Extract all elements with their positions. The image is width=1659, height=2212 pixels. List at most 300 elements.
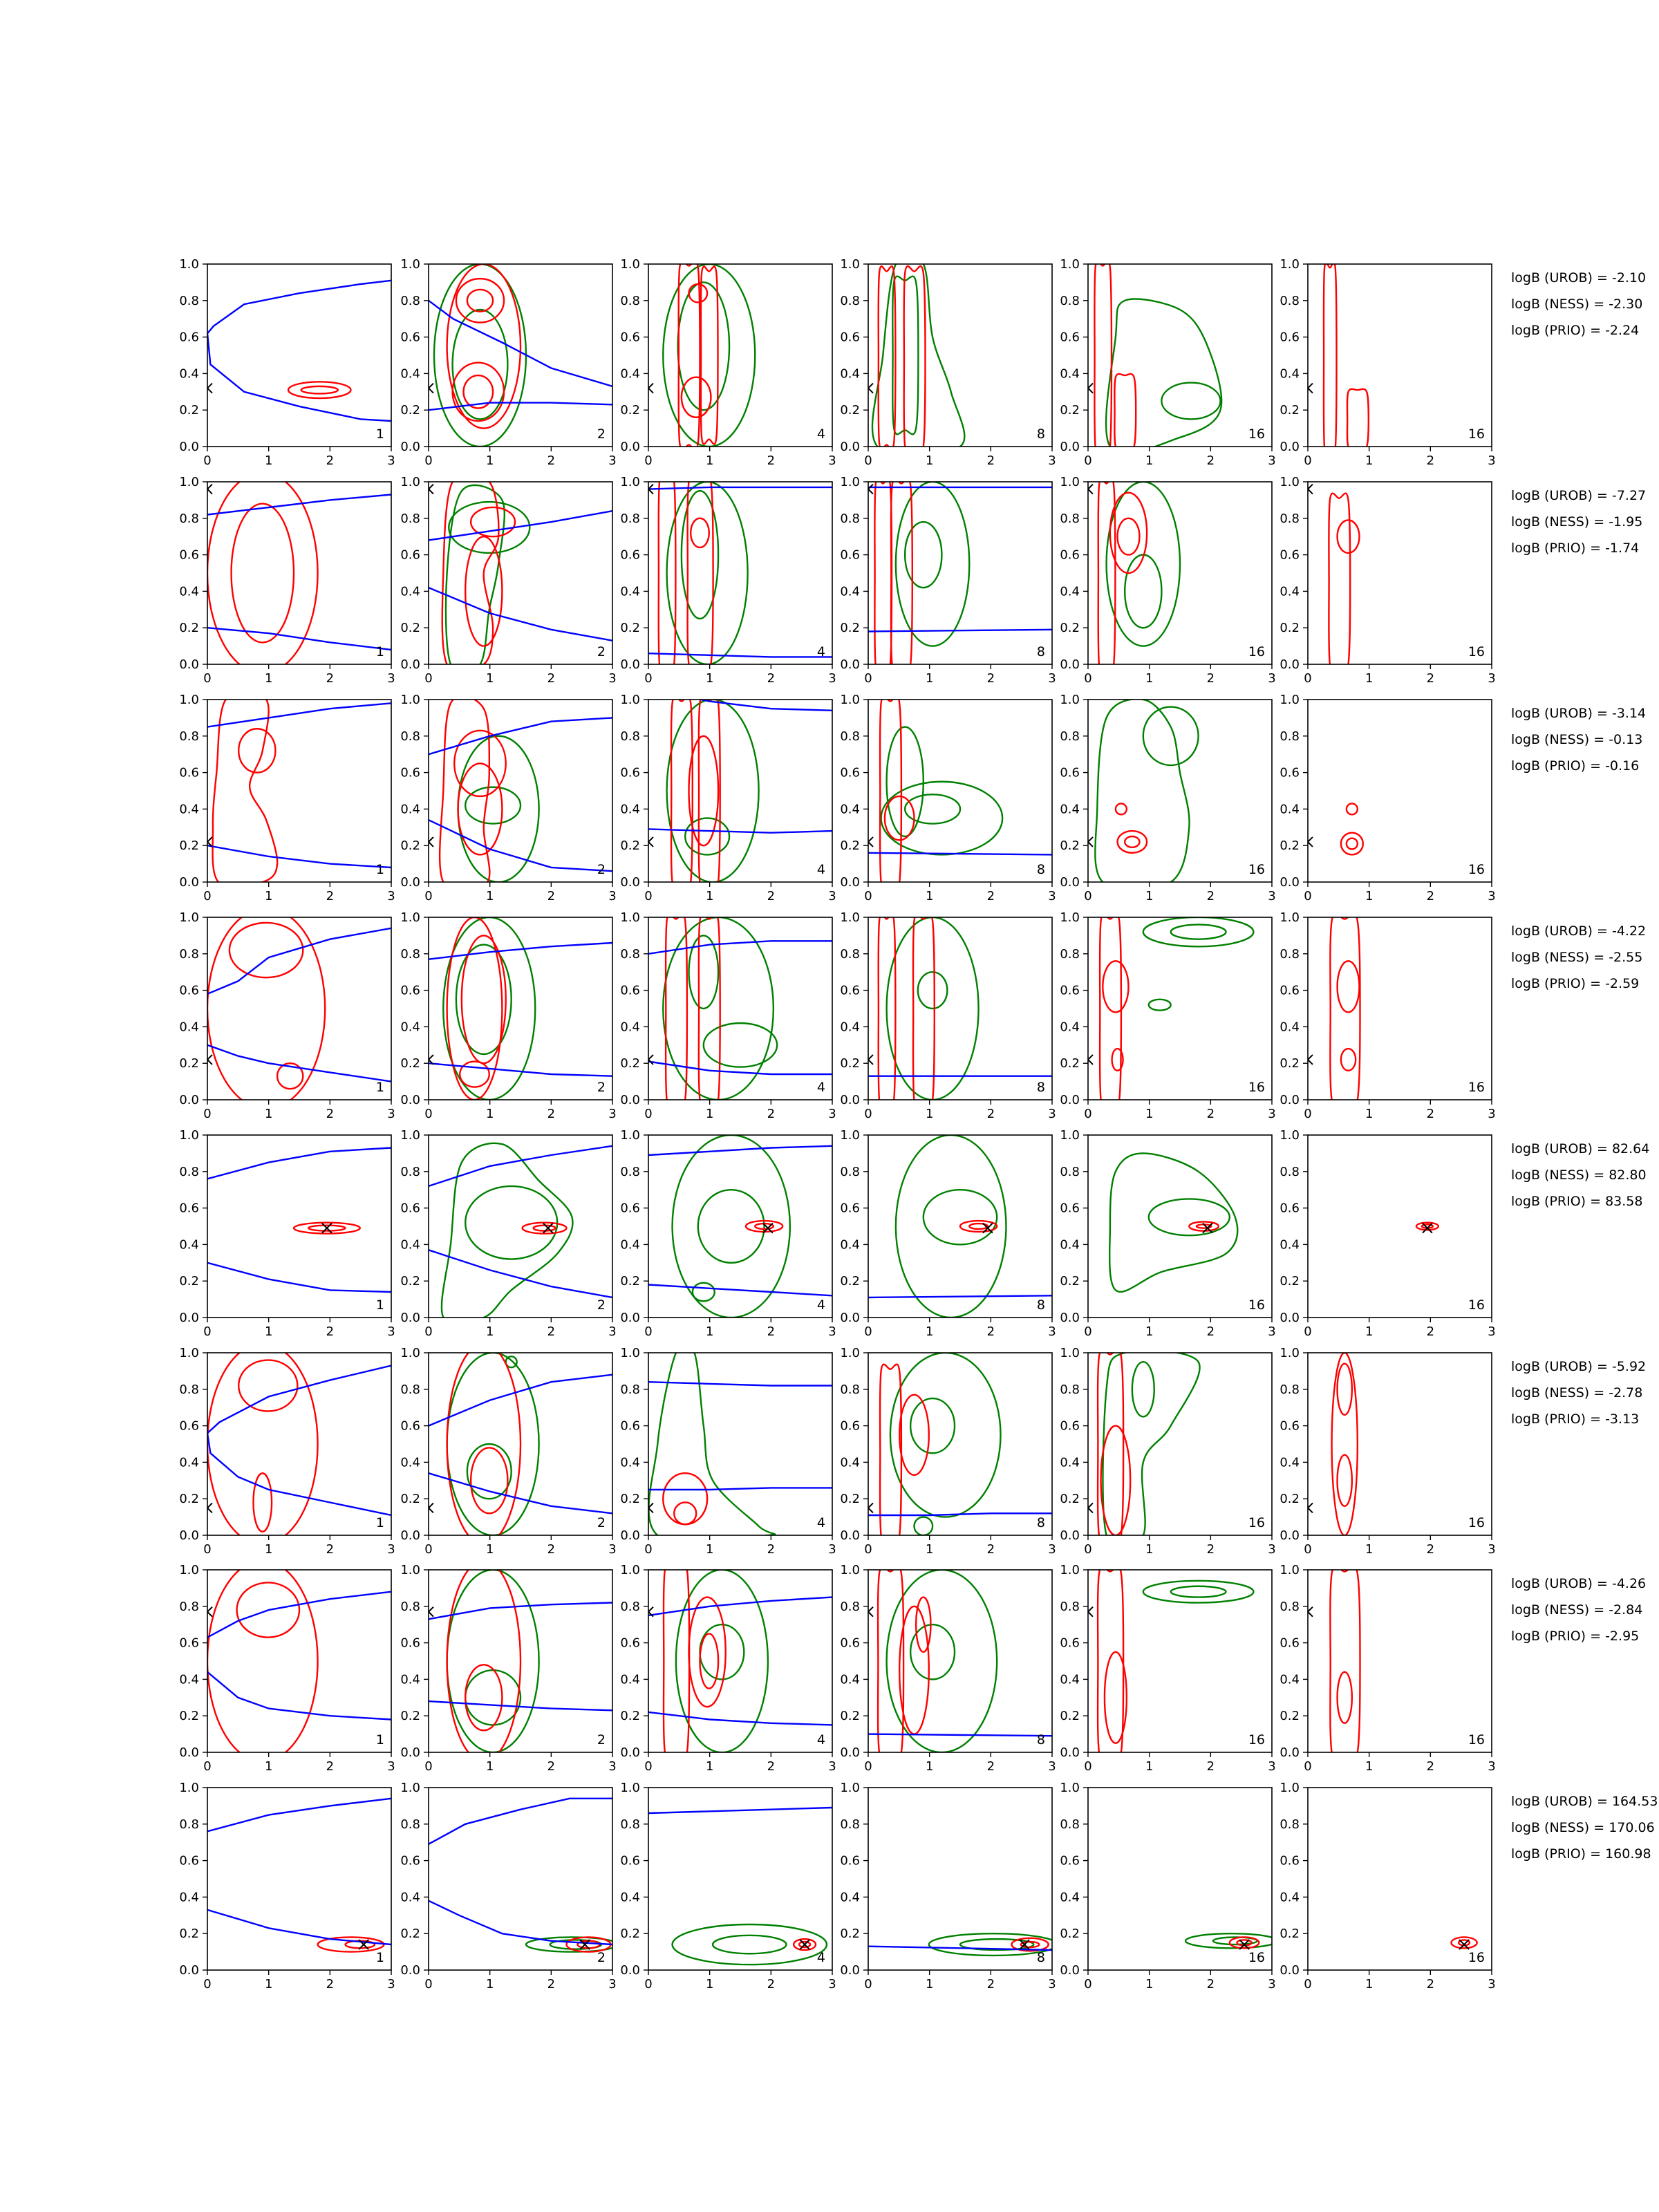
- panel-r3-c4: [840, 693, 1056, 903]
- x-tick-label: 0: [1304, 1977, 1312, 1991]
- panel-r3-c2: [400, 693, 616, 903]
- x-tick-label: 0: [1304, 1324, 1312, 1339]
- red-contour: [460, 1062, 489, 1087]
- bound-line: [648, 1808, 832, 1813]
- x-tick-label: 0: [864, 453, 872, 468]
- red-contour: [1101, 1426, 1131, 1535]
- logb-annotation: logB (NESS) = -2.30: [1511, 297, 1643, 312]
- y-tick-label: 0.6: [620, 1853, 640, 1868]
- x-tick-label: 0: [864, 1107, 872, 1121]
- y-tick-label: 0.4: [400, 1237, 420, 1253]
- x-tick-label: 3: [1268, 1977, 1276, 1991]
- axes-frame: [207, 1135, 391, 1318]
- x-tick-label: 1: [1365, 1542, 1374, 1557]
- panel-r7-c5: [1060, 1563, 1275, 1774]
- y-tick-label: 0.4: [1060, 1890, 1080, 1905]
- x-tick-label: 3: [828, 889, 836, 903]
- y-tick-label: 0.0: [1060, 1093, 1080, 1107]
- red-contour: [904, 266, 926, 453]
- y-tick-label: 1.0: [400, 910, 420, 925]
- red-contour: [1347, 838, 1358, 850]
- panel-number-label: 16: [1468, 644, 1485, 659]
- x-tick-label: 0: [644, 453, 653, 468]
- x-tick-label: 1: [925, 1977, 934, 1991]
- y-tick-label: 0.4: [840, 1890, 860, 1905]
- y-tick-label: 0.6: [179, 1635, 199, 1651]
- x-tick-label: 3: [1488, 671, 1496, 686]
- x-tick-label: 2: [547, 889, 556, 903]
- y-tick-label: 0.0: [179, 1745, 199, 1760]
- red-contour: [467, 290, 493, 312]
- y-tick-label: 0.0: [620, 1093, 640, 1107]
- y-tick-label: 0.8: [1060, 1817, 1080, 1832]
- x-tick-label: 2: [986, 1759, 995, 1774]
- bound-line: [207, 1799, 391, 1832]
- x-tick-label: 1: [705, 671, 714, 686]
- x-tick-label: 2: [1206, 1324, 1215, 1339]
- x-tick-label: 3: [1048, 671, 1056, 686]
- panel-number-label: 16: [1248, 862, 1265, 877]
- y-tick-label: 0.4: [179, 802, 199, 817]
- x-tick-label: 0: [864, 1542, 872, 1557]
- x-tick-label: 1: [264, 889, 273, 903]
- bound-line: [429, 1250, 612, 1297]
- red-contour: [1094, 261, 1112, 454]
- y-tick-label: 0.0: [179, 1528, 199, 1543]
- x-tick-label: 2: [1206, 889, 1215, 903]
- panel-number-label: 4: [816, 1732, 825, 1747]
- green-contour: [713, 1936, 786, 1953]
- plot-area: [863, 696, 1052, 890]
- panel-number-label: 16: [1468, 1950, 1485, 1965]
- panel-r8-c3: [620, 1781, 836, 1991]
- bound-line: [648, 1488, 832, 1490]
- panel-number-label: 2: [597, 644, 606, 659]
- plot-area: [203, 692, 391, 887]
- y-tick-label: 0.6: [840, 1201, 860, 1216]
- panel-number-label: 4: [816, 1950, 825, 1965]
- y-tick-label: 1.0: [620, 257, 640, 272]
- y-tick-label: 1.0: [179, 910, 199, 925]
- plot-area: [1083, 699, 1199, 890]
- y-tick-label: 1.0: [179, 1346, 199, 1360]
- y-tick-label: 0.2: [179, 1927, 199, 1942]
- panel-r6-c1: [179, 1344, 395, 1557]
- x-tick-label: 3: [1048, 1324, 1056, 1339]
- axes-frame: [429, 1135, 612, 1318]
- panel-r6-c6: [1280, 1346, 1495, 1557]
- x-tick-label: 1: [1365, 453, 1374, 468]
- y-tick-label: 0.0: [400, 1311, 420, 1325]
- y-tick-label: 1.0: [840, 257, 860, 272]
- y-tick-label: 0.4: [620, 366, 640, 382]
- red-contour: [913, 914, 935, 1107]
- y-tick-label: 0.2: [179, 621, 199, 636]
- panel-r2-c3: [620, 474, 836, 686]
- y-tick-label: 0.4: [1060, 1020, 1080, 1035]
- y-tick-label: 0.2: [1060, 1056, 1080, 1071]
- red-contour: [447, 917, 503, 1100]
- x-tick-label: 1: [1365, 1324, 1374, 1339]
- panel-r5-c4: [840, 1128, 1056, 1339]
- axes-frame: [1088, 917, 1272, 1100]
- panel-r6-c2: [400, 1344, 616, 1557]
- x-tick-label: 2: [986, 1977, 995, 1991]
- axes-frame: [1088, 1788, 1272, 1970]
- x-tick-label: 0: [1304, 1107, 1312, 1121]
- x-tick-label: 0: [1304, 1542, 1312, 1557]
- red-contour: [1332, 1353, 1358, 1535]
- panel-number-label: 16: [1248, 1297, 1265, 1313]
- red-contour: [1338, 1455, 1352, 1506]
- panel-number-label: 16: [1468, 427, 1485, 442]
- logb-annotation: logB (UROB) = -5.92: [1511, 1359, 1647, 1374]
- y-tick-label: 1.0: [840, 1346, 860, 1360]
- y-tick-label: 0.4: [400, 1672, 420, 1687]
- red-contour: [666, 914, 687, 1107]
- y-tick-label: 1.0: [1280, 475, 1300, 489]
- x-tick-label: 1: [485, 453, 494, 468]
- y-tick-label: 0.8: [620, 1164, 640, 1179]
- x-tick-label: 3: [1268, 671, 1276, 686]
- red-contour: [688, 474, 713, 671]
- green-contour: [1171, 925, 1226, 939]
- bound-line: [429, 1799, 612, 1844]
- y-tick-label: 0.2: [1060, 403, 1080, 418]
- y-tick-label: 0.2: [1060, 1927, 1080, 1942]
- red-contour: [689, 284, 708, 302]
- plot-area: [1083, 478, 1180, 672]
- y-tick-label: 0.2: [400, 1927, 420, 1942]
- x-tick-label: 0: [864, 1324, 872, 1339]
- y-tick-label: 0.6: [1280, 330, 1300, 345]
- x-tick-label: 0: [1304, 889, 1312, 903]
- red-contour: [701, 266, 718, 444]
- x-tick-label: 0: [203, 1977, 212, 1991]
- y-tick-label: 0.6: [840, 1853, 860, 1868]
- y-tick-label: 0.2: [400, 838, 420, 854]
- panel-number-label: 4: [816, 1080, 825, 1095]
- bound-line: [648, 1285, 832, 1296]
- y-tick-label: 0.6: [179, 547, 199, 563]
- red-contour: [465, 1665, 502, 1730]
- green-contour: [914, 1517, 932, 1535]
- x-tick-label: 1: [705, 1977, 714, 1991]
- x-tick-label: 2: [986, 1107, 995, 1121]
- y-tick-label: 0.6: [400, 1418, 420, 1434]
- x-tick-label: 0: [203, 1542, 212, 1557]
- axes-frame: [1308, 482, 1492, 664]
- y-tick-label: 0.2: [840, 621, 860, 636]
- red-contour: [699, 696, 720, 890]
- y-tick-label: 0.6: [1060, 765, 1080, 780]
- y-tick-label: 0.8: [179, 511, 199, 526]
- y-tick-label: 0.4: [620, 1020, 640, 1035]
- panel-r2-c6: [1280, 475, 1495, 686]
- y-tick-label: 0.2: [1280, 403, 1300, 418]
- panel-number-label: 2: [597, 1297, 606, 1313]
- panel-r8-c6: [1280, 1781, 1495, 1991]
- y-tick-label: 0.6: [1280, 983, 1300, 998]
- panel-number-label: 1: [375, 1732, 384, 1747]
- x-tick-label: 1: [925, 1542, 934, 1557]
- y-tick-label: 0.2: [840, 1709, 860, 1724]
- y-tick-label: 0.2: [400, 1274, 420, 1289]
- plot-area: [207, 1799, 391, 1952]
- panel-r4-c5: [1060, 910, 1275, 1121]
- x-tick-label: 2: [1206, 1107, 1215, 1121]
- y-tick-label: 0.2: [840, 838, 860, 854]
- red-contour: [1338, 961, 1360, 1012]
- x-tick-label: 1: [1365, 1977, 1374, 1991]
- y-tick-label: 0.6: [620, 765, 640, 780]
- y-tick-label: 0.4: [1280, 366, 1300, 382]
- x-tick-label: 0: [1084, 1107, 1092, 1121]
- green-contour: [881, 782, 1003, 855]
- y-tick-label: 0.8: [179, 1164, 199, 1179]
- y-tick-label: 0.0: [840, 1093, 860, 1107]
- panel-number-label: 16: [1468, 862, 1485, 877]
- y-tick-label: 0.6: [400, 330, 420, 345]
- y-tick-label: 0.2: [1060, 1709, 1080, 1724]
- x-tick-label: 1: [705, 1542, 714, 1557]
- panel-number-label: 4: [816, 644, 825, 659]
- y-tick-label: 1.0: [1060, 1346, 1080, 1360]
- panel-number-label: 4: [816, 862, 825, 877]
- green-contour: [1143, 707, 1199, 765]
- y-tick-label: 0.2: [400, 403, 420, 418]
- red-contour: [453, 363, 504, 421]
- green-contour: [1125, 554, 1161, 628]
- y-tick-label: 1.0: [1280, 1563, 1300, 1577]
- x-tick-label: 0: [203, 453, 212, 468]
- green-contour: [1143, 917, 1254, 946]
- axes-frame: [207, 700, 391, 882]
- y-tick-label: 0.6: [179, 765, 199, 780]
- y-tick-label: 1.0: [1060, 693, 1080, 707]
- x-tick-label: 1: [1365, 671, 1374, 686]
- y-tick-label: 0.0: [840, 875, 860, 890]
- y-tick-label: 1.0: [1060, 1128, 1080, 1143]
- y-tick-label: 0.2: [1280, 1492, 1300, 1507]
- y-tick-label: 0.4: [179, 1455, 199, 1470]
- y-tick-label: 0.4: [1060, 802, 1080, 817]
- y-tick-label: 0.8: [620, 946, 640, 962]
- red-contour: [534, 1226, 556, 1231]
- y-tick-label: 0.4: [400, 1020, 420, 1035]
- x-tick-label: 1: [1145, 453, 1154, 468]
- y-tick-label: 0.8: [620, 1599, 640, 1614]
- y-tick-label: 1.0: [1060, 1781, 1080, 1795]
- x-tick-label: 3: [1268, 889, 1276, 903]
- y-tick-label: 0.0: [179, 1963, 199, 1978]
- panel-number-label: 16: [1248, 644, 1265, 659]
- logb-annotation: logB (NESS) = 170.06: [1511, 1820, 1655, 1835]
- x-tick-label: 1: [485, 671, 494, 686]
- logb-annotation: logB (PRIO) = 160.98: [1511, 1846, 1651, 1862]
- y-tick-label: 1.0: [400, 693, 420, 707]
- x-tick-label: 0: [644, 1977, 653, 1991]
- panel-r3-c6: [1280, 693, 1495, 903]
- panel-number-label: 16: [1248, 427, 1265, 442]
- panel-r1-c1: [179, 257, 395, 468]
- y-tick-label: 0.2: [1060, 838, 1080, 854]
- panel-r4-c2: [400, 910, 616, 1121]
- red-contour: [288, 382, 350, 398]
- bound-line: [868, 630, 1052, 632]
- y-tick-label: 0.4: [1280, 1237, 1300, 1253]
- plot-area: [868, 1135, 1052, 1318]
- y-tick-label: 0.4: [620, 584, 640, 599]
- y-tick-label: 0.6: [179, 983, 199, 998]
- panel-r6-c4: [840, 1346, 1056, 1557]
- plot-area: [863, 254, 964, 456]
- x-tick-label: 3: [387, 889, 395, 903]
- red-contour: [1338, 520, 1360, 553]
- x-tick-label: 2: [1426, 453, 1435, 468]
- y-tick-label: 0.8: [840, 1164, 860, 1179]
- y-tick-label: 0.8: [620, 729, 640, 744]
- x-tick-label: 1: [925, 671, 934, 686]
- x-tick-label: 2: [547, 1759, 556, 1774]
- x-tick-label: 0: [644, 1324, 653, 1339]
- y-tick-label: 0.8: [1280, 1164, 1300, 1179]
- bound-line: [648, 941, 832, 954]
- plot-area: [1303, 914, 1360, 1107]
- y-tick-label: 1.0: [1280, 693, 1300, 707]
- x-tick-label: 2: [326, 453, 335, 468]
- y-tick-label: 0.6: [1280, 1418, 1300, 1434]
- green-contour: [1095, 699, 1189, 890]
- x-tick-label: 0: [424, 1107, 433, 1121]
- y-tick-label: 0.8: [400, 1164, 420, 1179]
- y-tick-label: 0.0: [620, 1528, 640, 1543]
- y-tick-label: 1.0: [179, 693, 199, 707]
- red-contour: [663, 1473, 707, 1524]
- y-tick-label: 0.0: [1280, 1745, 1300, 1760]
- y-tick-label: 0.0: [400, 657, 420, 672]
- x-tick-label: 3: [1268, 1107, 1276, 1121]
- y-tick-label: 0.4: [1280, 1020, 1300, 1035]
- x-tick-label: 0: [644, 1107, 653, 1121]
- y-tick-label: 0.0: [400, 875, 420, 890]
- y-tick-label: 0.0: [179, 875, 199, 890]
- red-contour: [674, 1502, 696, 1524]
- y-tick-label: 0.4: [840, 1020, 860, 1035]
- red-contour: [1098, 1566, 1123, 1760]
- y-tick-label: 0.8: [1060, 729, 1080, 744]
- x-tick-label: 1: [264, 671, 273, 686]
- plot-area: [868, 1933, 1058, 1956]
- y-tick-label: 0.8: [840, 293, 860, 308]
- plot-area: [1303, 1353, 1358, 1535]
- logb-annotation: logB (UROB) = -2.10: [1511, 270, 1647, 285]
- y-tick-label: 1.0: [1060, 257, 1080, 272]
- x-tick-label: 1: [705, 1324, 714, 1339]
- y-tick-label: 0.0: [1060, 1745, 1080, 1760]
- axes-frame: [429, 700, 612, 882]
- y-tick-label: 0.0: [840, 1311, 860, 1325]
- bound-line: [207, 333, 391, 421]
- red-contour: [1341, 833, 1363, 855]
- y-tick-label: 0.0: [1280, 1963, 1300, 1978]
- y-tick-label: 0.6: [400, 1635, 420, 1651]
- x-tick-label: 2: [1426, 1324, 1435, 1339]
- x-tick-label: 0: [644, 671, 653, 686]
- y-tick-label: 1.0: [620, 475, 640, 489]
- y-tick-label: 0.0: [179, 657, 199, 672]
- y-tick-label: 0.2: [179, 1056, 199, 1071]
- y-tick-label: 1.0: [620, 693, 640, 707]
- x-tick-label: 3: [1488, 1542, 1496, 1557]
- x-tick-label: 3: [608, 889, 617, 903]
- bound-line: [429, 403, 612, 411]
- y-tick-label: 0.4: [179, 1237, 199, 1253]
- x-tick-label: 3: [387, 1107, 395, 1121]
- y-tick-label: 0.6: [179, 1853, 199, 1868]
- plot-area: [863, 1566, 1052, 1760]
- y-tick-label: 0.0: [1060, 875, 1080, 890]
- x-tick-label: 3: [608, 671, 617, 686]
- y-tick-label: 0.6: [840, 330, 860, 345]
- y-tick-label: 1.0: [400, 257, 420, 272]
- y-tick-label: 0.0: [1280, 440, 1300, 454]
- red-contour: [1338, 1672, 1352, 1723]
- green-contour: [667, 482, 748, 664]
- axes-frame: [1308, 1135, 1492, 1318]
- red-contour: [1451, 1937, 1477, 1948]
- y-tick-label: 0.2: [179, 1274, 199, 1289]
- y-tick-label: 0.4: [400, 366, 420, 382]
- plot-area: [424, 473, 612, 674]
- y-tick-label: 0.0: [620, 1311, 640, 1325]
- y-tick-label: 0.8: [840, 1817, 860, 1832]
- y-tick-label: 0.4: [179, 584, 199, 599]
- plot-area: [429, 1799, 618, 1952]
- green-contour: [910, 1398, 955, 1453]
- y-tick-label: 0.8: [840, 946, 860, 962]
- x-tick-label: 3: [828, 1542, 836, 1557]
- y-tick-label: 0.2: [179, 838, 199, 854]
- x-tick-label: 0: [203, 671, 212, 686]
- y-tick-label: 0.0: [179, 440, 199, 454]
- panel-number-label: 4: [816, 1297, 825, 1313]
- y-tick-label: 1.0: [179, 1781, 199, 1795]
- y-tick-label: 0.8: [840, 729, 860, 744]
- y-tick-label: 0.8: [400, 729, 420, 744]
- x-tick-label: 0: [424, 1759, 433, 1774]
- x-tick-label: 3: [1488, 889, 1496, 903]
- y-tick-label: 0.8: [1280, 729, 1300, 744]
- x-tick-label: 0: [1084, 453, 1092, 468]
- panel-r1-c3: [620, 257, 836, 468]
- y-tick-label: 0.4: [179, 1890, 199, 1905]
- panel-r2-c5: [1060, 475, 1275, 686]
- y-tick-label: 1.0: [620, 1346, 640, 1360]
- y-tick-label: 1.0: [400, 1781, 420, 1795]
- x-tick-label: 3: [1268, 1542, 1276, 1557]
- panel-number-label: 16: [1468, 1297, 1485, 1313]
- x-tick-label: 2: [547, 671, 556, 686]
- axes-frame: [1088, 264, 1272, 447]
- x-tick-label: 3: [387, 1977, 395, 1991]
- panel-number-label: 16: [1468, 1732, 1485, 1747]
- y-tick-label: 0.4: [620, 1237, 640, 1253]
- y-tick-label: 0.2: [620, 1927, 640, 1942]
- x-tick-label: 2: [326, 1542, 335, 1557]
- bound-line: [207, 703, 391, 727]
- x-tick-label: 3: [387, 1324, 395, 1339]
